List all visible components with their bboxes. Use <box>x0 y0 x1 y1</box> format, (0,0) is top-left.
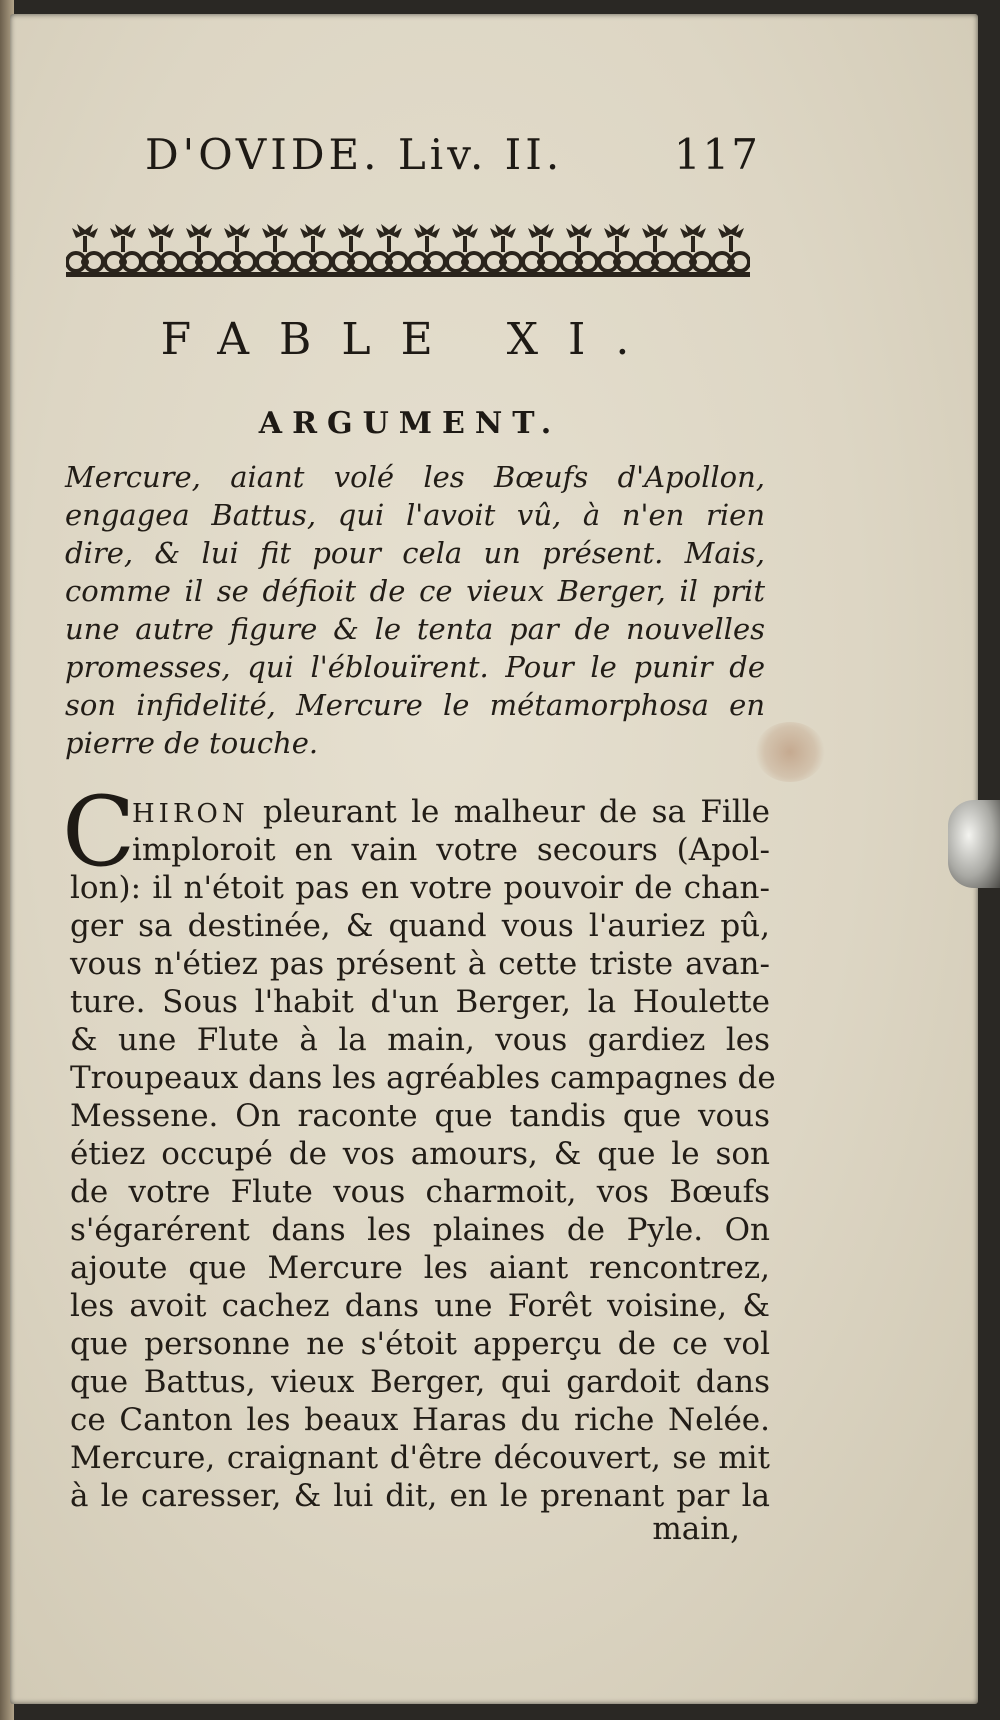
page-header <box>130 130 760 190</box>
body-line: ce Canton les beaux Haras du riche Nelée. <box>70 1402 770 1438</box>
body-line: Messene. On raconte que tandis que vous <box>70 1098 770 1134</box>
argument-line: son infidelité, Mercure le métamorphosa en <box>65 688 765 722</box>
body-line: ajoute que Mercure les aiant rencontrez, <box>70 1250 770 1286</box>
body-line: que Battus, vieux Berger, qui gardoit dans <box>70 1364 770 1400</box>
body-line: Mercure, craignant d'être découvert, se mit <box>70 1440 770 1476</box>
body-line: & une Flute à la main, vous gardiez les <box>70 1022 770 1058</box>
body-line <box>132 794 770 830</box>
first-word-small-caps: HIRON <box>132 799 249 829</box>
body-line: vous n'étiez pas présent à cette triste avan- <box>70 946 770 982</box>
body-line: les avoit cachez dans une Forêt voisine, & <box>70 1288 770 1324</box>
running-title: D'OVIDE. Liv. II. <box>145 130 564 179</box>
page-clip <box>948 800 1000 888</box>
argument-line: comme il se défioit de ce vieux Berger, il prit <box>65 574 765 608</box>
argument-line: dire, & lui fit pour cela un présent. Mais, <box>65 536 765 570</box>
argument-line: pierre de touche. <box>65 726 319 760</box>
body-line: imploroit en vain votre secours (Apol- <box>132 832 770 868</box>
body-line: lon): il n'étoit pas en votre pouvoir de chan- <box>70 870 770 906</box>
ornament-band <box>66 222 750 280</box>
argument-line: Mercure, aiant volé les Bœufs d'Apollon, <box>65 460 765 494</box>
argument-heading: ARGUMENT. <box>258 406 562 441</box>
page-number: 117 <box>673 130 760 179</box>
paper-stain <box>755 722 825 782</box>
drop-cap: C <box>62 776 136 888</box>
book-page <box>10 14 978 1704</box>
body-line: de votre Flute vous charmoit, vos Bœufs <box>70 1174 770 1210</box>
body-line: ture. Sous l'habit d'un Berger, la Houlette <box>70 984 770 1020</box>
body-line: s'égarérent dans les plaines de Pyle. On <box>70 1212 770 1248</box>
body-line: Troupeaux dans les agréables campagnes de <box>70 1060 776 1096</box>
first-line-rest: pleurant le malheur de sa Fille <box>248 794 770 830</box>
fable-title: FABLE XI. <box>160 314 660 365</box>
catchword: main, <box>652 1511 740 1547</box>
body-line: ger sa destinée, & quand vous l'auriez pû, <box>70 908 770 944</box>
body-line: que personne ne s'étoit apperçu de ce vol <box>70 1326 770 1362</box>
argument-line: une autre figure & le tenta par de nouvelles <box>65 612 765 646</box>
body-line: à le caresser, & lui dit, en le prenant par la <box>70 1478 770 1514</box>
argument-line: promesses, qui l'éblouïrent. Pour le punir de <box>65 650 765 684</box>
body-line: étiez occupé de vos amours, & que le son <box>70 1136 770 1172</box>
argument-line: engagea Battus, qui l'avoit vû, à n'en rien <box>65 498 765 532</box>
